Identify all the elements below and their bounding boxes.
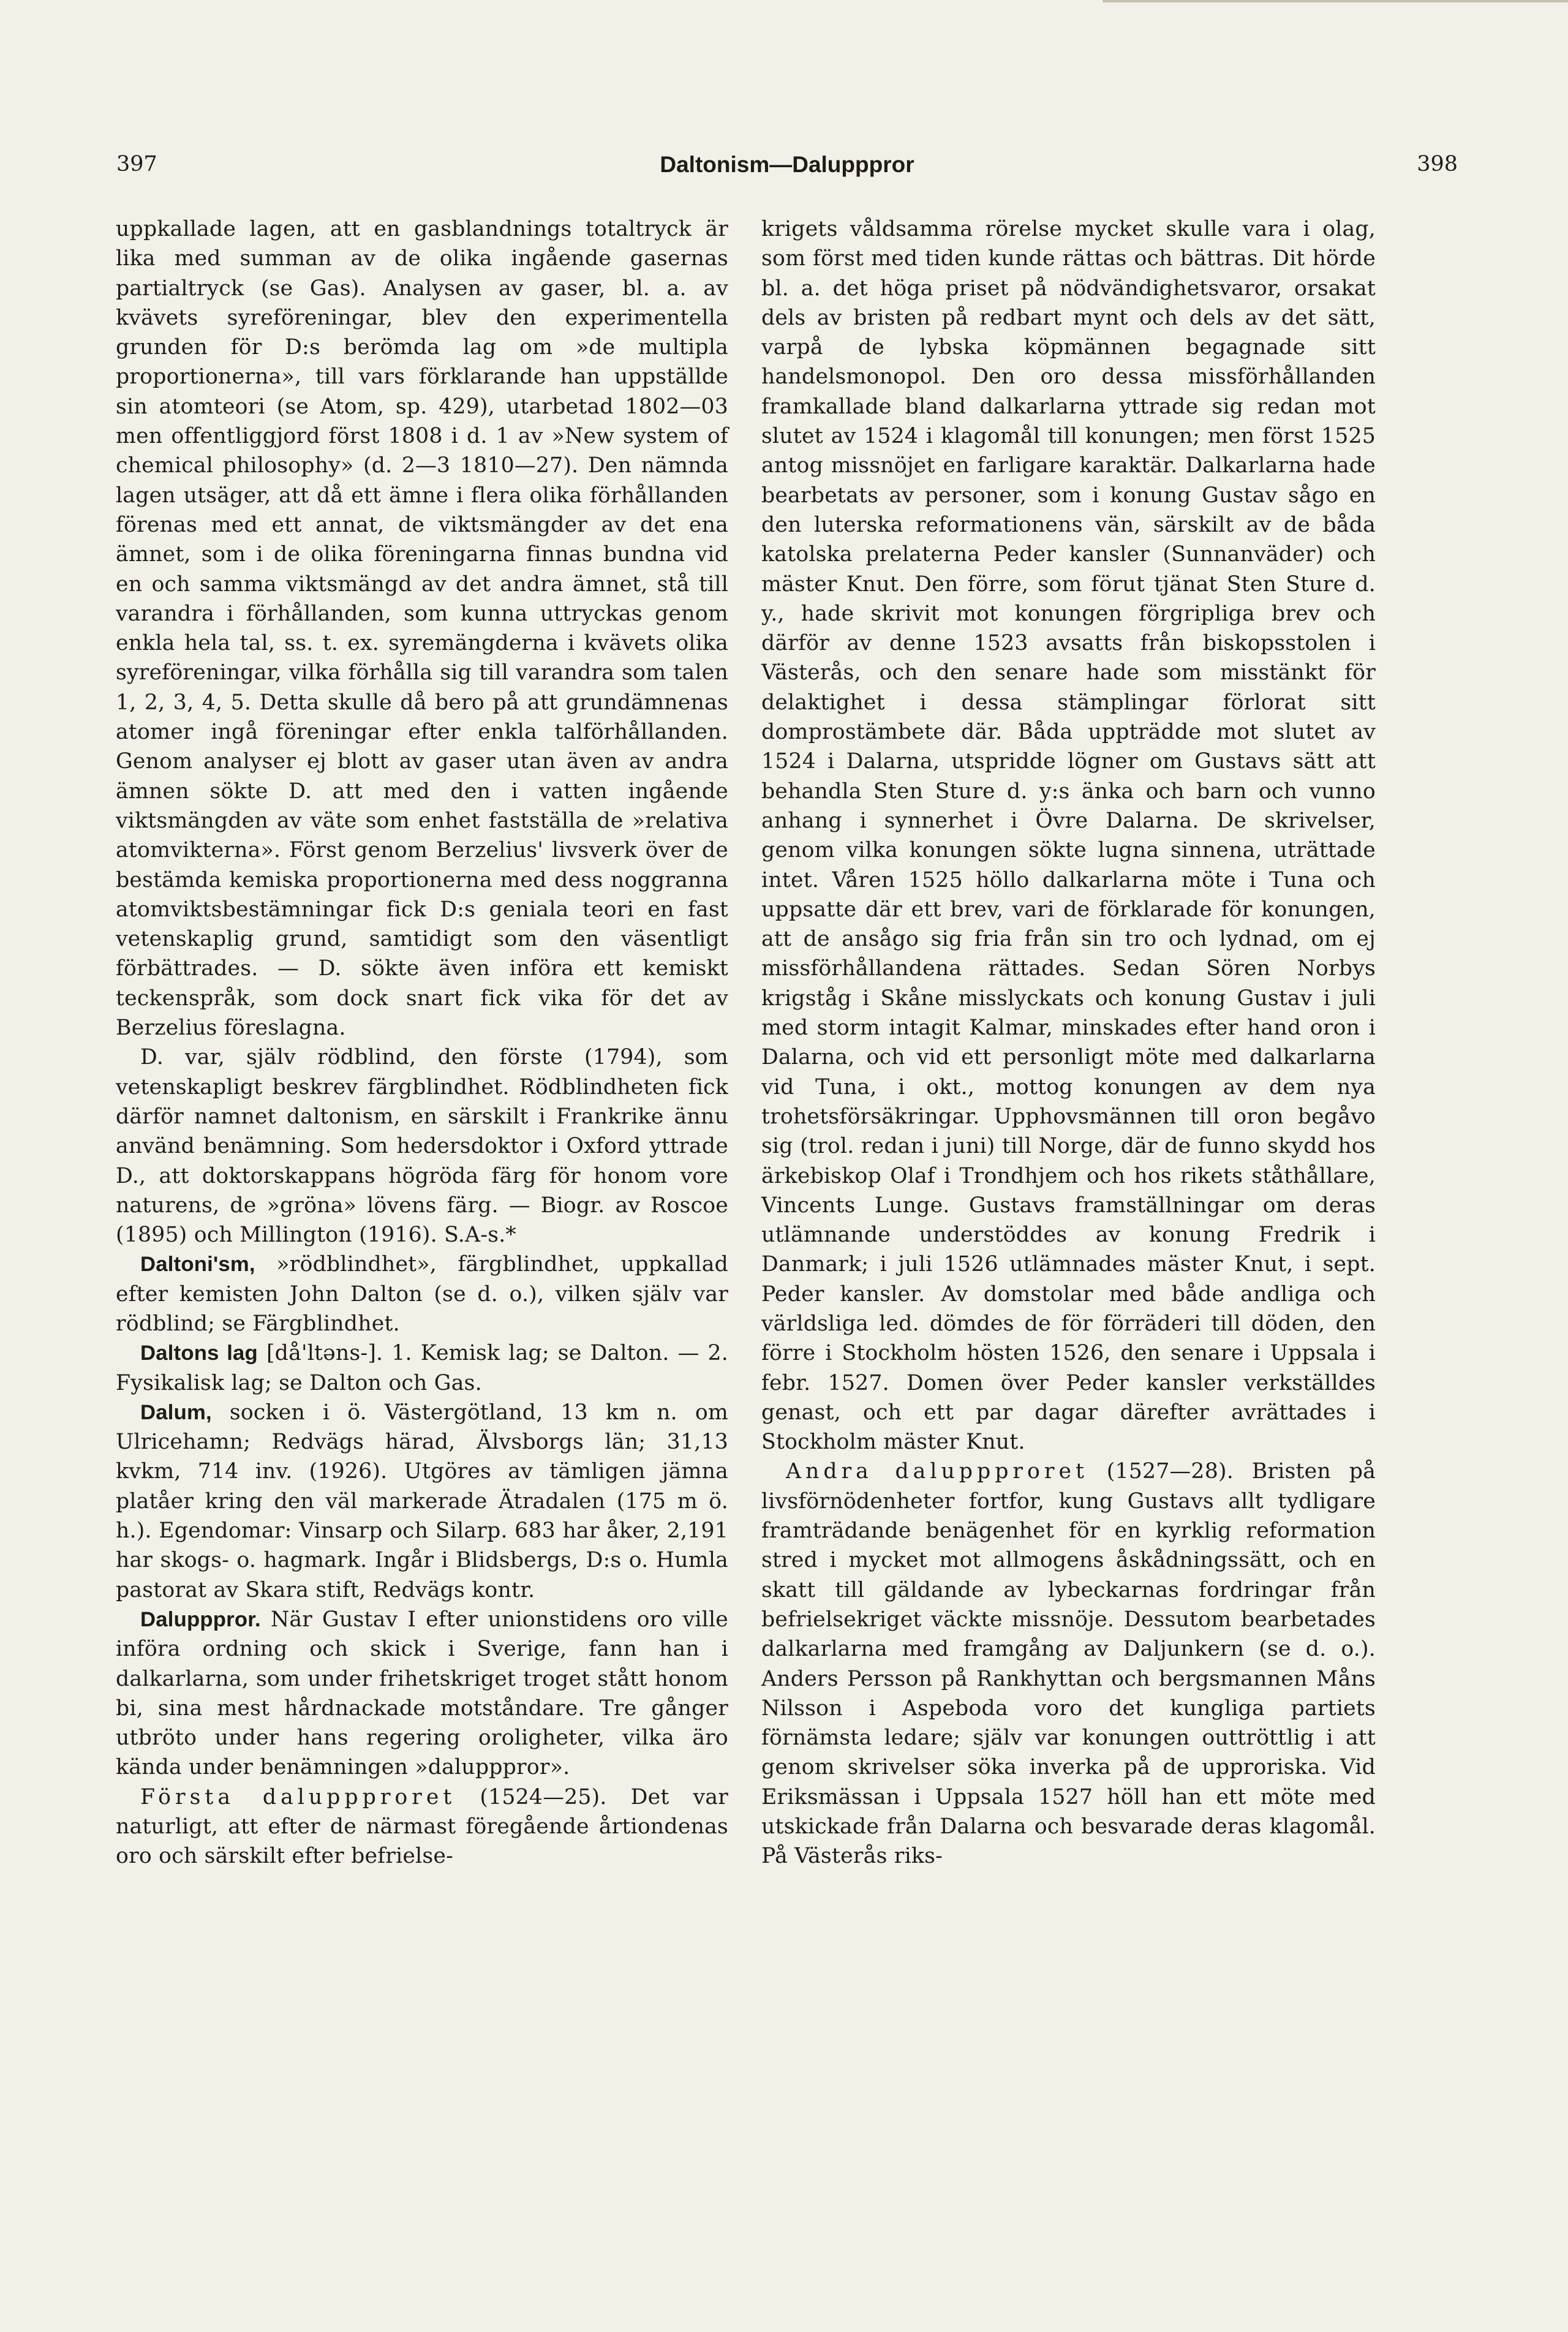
- section-heading: Första daluppproret: [140, 1784, 456, 1809]
- entry-headword: Dalum,: [140, 1400, 212, 1424]
- dalton-continuation: uppkallade lagen, att en gasblandnings totaltryck är lika med summan av de olika ingående gasernas partialtryck (se Gas). Analysen av gaser, bl. a. av kvävets syreföreningar, blev den experimentella grunden för D:s berömda lag om »de multipla proportionerna», till vars förklarande han uppställde sin atomteori (se Atom, sp. 429), utarbetad 1802—03 men offentliggjord först 1808 i d. 1 av »New system of chemical philosophy» (d. 2—3 1810—27). Den nämnda lagen utsäger, att då ett ämne i flera olika förhållanden förenas med ett annat, de viktsmängder av det ena ämnet, som i de olika föreningarna finnas bundna vid en och samma viktsmängd av det andra ämnet, stå till varandra i förhållanden, som kunna uttryckas genom enkla hela tal, ss. t. ex. syremängderna i kvävets olika syreföreningar, vilka förhålla sig till varandra som talen 1, 2, 3, 4, 5. Detta skulle då bero på att grundämnenas atomer ingå föreningar efter enkla talförhållanden. Genom analyser ej blott av gaser utan även av andra ämnen sökte D. att med den i vatten ingående viktsmängden av väte som enhet fastställa de »relativa atomvikterna». Först genom Berzelius' livsverk över de bestämda kemiska proportionerna med dess noggranna atomviktsbestämningar fick D:s geniala teori en fast vetenskaplig grund, samtidigt som den väsentligt förbättrades. — D. sökte även införa ett kemiskt teckenspråk, som dock snart fick vika för det av Berzelius föreslagna.: [116, 217, 728, 1041]
- first-uprising-continuation: krigets våldsamma rörelse mycket skulle vara i olag, som först med tiden kunde rättas och bättras. Dit hörde bl. a. det höga priset på nödvändighetsvaror, orsakat dels av bristen på redbart mynt och dels av det sätt, varpå de lybska köpmännen begagnade sitt handelsmonopol. Den oro dessa missförhållanden framkallade bland dalkarlarna yttrade sig redan mot slutet av 1524 i klagomål till konungen; men först 1525 antog missnöjet en farligare karaktär. Dalkarlarna hade bearbetats av personer, som i konung Gustav sågo en den luterska reformationens vän, särskilt av de båda katolska prelaterna Peder kansler (Sunnanväder) och mäster Knut. Den förre, som förut tjänat Sten Sture d. y., hade skrivit mot konungen förgripliga brev och därför av denne 1523 avsatts från biskopsstolen i Västerås, och den senare hade som misstänkt för delaktighet i dessa stämplingar förlorat sitt domprostämbete där. Båda uppträdde mot slutet av 1524 i Dalarna, utspridde lögner om Gustavs sätt att behandla Sten Sture d. y:s änka och barn och vunno anhang i synnerhet i Övre Dalarna. De skrivelser, genom vilka konungen sökte lugna sinnena, uträttade intet. Våren 1525 höllo dalkarlarna möte i Tuna och uppsatte där ett brev, vari de förklarade för konungen, att de ansågo sig fria från sin tro och lydnad, om ej missförhållandena rättades. Sedan Sören Norbys krigståg i Skåne misslyckats och konung Gustav i juli med storm intagit Kalmar, minskades efter hand oron i Dalarna, och vid ett personligt möte med dalkarlarna vid Tuna, i okt., mottog konungen av dem nya trohetsförsäkringar. Upphovsmännen till oron begåvo sig (trol. redan i juni) till Norge, där de funno skydd hos ärkebiskop Olaf i Trondhjem och hos rikets ståthållare, Vincents Lunge. Gustavs framställningar om deras utlämnande understöddes av konung Fredrik i Danmark; i juli 1526 utlämnades mäster Knut, i sept. Peder kansler. Av domstolar med både andliga och världsliga led. dömdes de för förräderi till döden, den förre i Stockholm hösten 1526, den senare i Uppsala i febr. 1527. Domen över Peder kansler verkställdes genast, och ett par dagar därefter avrättades i Stockholm mäster Knut.: [761, 217, 1376, 1455]
- left-column: [116, 214, 728, 1871]
- dalton-colorblind-paragraph: D. var, själv rödblind, den förste (1794), som vetenskapligt beskrev färgblindhet. Rödblindheten fick därför namnet daltonism, en särskilt i Frankrike ännu använd benämning. Som hedersdoktor i Oxford yttrade D., att doktorskappans högröda färg för honom vore naturens, de »gröna» lövens färg. — Biogr. av Roscoe (1895) och Millington (1916). S.A-s.*: [116, 1045, 728, 1248]
- entry-dalupppror: [116, 1605, 728, 1783]
- entry-headword: Daltons lag: [140, 1341, 258, 1365]
- section-heading: Andra daluppproret: [786, 1459, 1088, 1484]
- entry-daltonism: [116, 1250, 728, 1338]
- entry-text: När Gustav I efter unionstidens oro ville införa ordning och skick i Sverige, fann han i dalkarlarna, som under frihetskriget troget stått honom bi, sina mest hårdnackade motståndare. Tre gånger utbröto under hans regering oroligheter, vilka äro kända under benämningen »dalupppror».: [116, 1607, 728, 1780]
- entry-dalum: [116, 1398, 728, 1605]
- first-uprising-paragraph: [116, 1783, 728, 1871]
- page-header: [116, 152, 1458, 189]
- section-text: (1527—28). Bristen på livsförnödenheter fortfor, kung Gustavs allt tydligare framträdande benägenhet för en kyrklig reformation stred i mycket mot allmogens åskådningssätt, och en skatt till gäldande av lybeckarnas fordringar från befrielsekriget väckte missnöje. Dessutom bearbetades dalkarlarna med framgång av Daljunkern (se d. o.). Anders Persson på Rankhyttan och bergsmannen Måns Nilsson i Aspeboda voro det kungliga partiets förnämsta ledare; själv var konungen outtröttlig i att genom skrivelser söka inverka på de upproriska. Vid Eriksmässan i Uppsala 1527 höll han ett möte med utskickade från Dalarna och besvarade deras klagomål. På Västerås riks-: [761, 1459, 1376, 1869]
- second-uprising-paragraph: [761, 1457, 1376, 1871]
- section-text: (1524—25). Det var naturligt, att efter de närmast föregående årtiondenas oro och särskilt efter befrielse-: [116, 1784, 728, 1869]
- right-column: [761, 214, 1376, 1871]
- left-page-number: 397: [116, 152, 157, 176]
- entry-text: socken i ö. Västergötland, 13 km n. om Ulricehamn; Redvägs härad, Älvsborgs län; 31,13 kvkm, 714 inv. (1926). Utgöres av tämligen jämna platåer kring den väl markerade Ätradalen (175 m ö. h.). Egendomar: Vinsarp och Silarp. 683 har åker, 2,191 har skogs- o. hagmark. Ingår i Blidsbergs, D:s o. Humla pastorat av Skara stift, Redvägs kontr.: [116, 1400, 728, 1602]
- entry-daltons-lag: [116, 1338, 728, 1398]
- entry-headword: Dalupppror.: [140, 1607, 261, 1631]
- running-title: Daltonism—Dalupppror: [660, 152, 914, 177]
- entry-headword: Daltoni'sm,: [140, 1253, 255, 1277]
- entry-text: »rödblindhet», färgblindhet, uppkallad efter kemisten John Dalton (se d. o.), vilken själv var rödblind; se Färgblindhet.: [116, 1252, 728, 1336]
- entry-text: [då'ltəns-]. 1. Kemisk lag; se Dalton. — 2. Fysikalisk lag; se Dalton och Gas.: [116, 1341, 729, 1395]
- top-edge-line: [1102, 0, 1568, 2]
- right-page-number: 398: [1417, 152, 1458, 176]
